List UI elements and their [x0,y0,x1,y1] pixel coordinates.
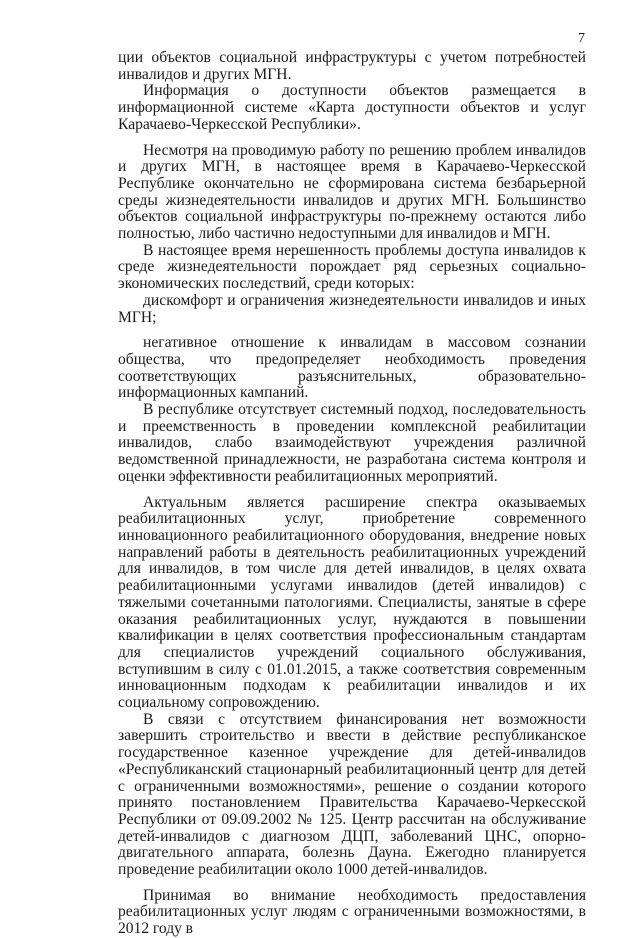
paragraph-rehabilitation-center: В связи с отсутствием финансирования нет возможности завершить строительство и ввести в действие республиканское государственное казенное учреждение для детей-инвалидов «Республиканский стационарный реабилитационный центр для детей с ограниченными возможностями», решение о создании которого принято постановлением Правительства Карачаево-Черкесской Республики от 09.09.2002 № 125. Центр рассчитан на обслуживание детей-инвалидов с диагнозом ДЦП, заболеваний ЦНС, опорно-двигательного аппарата, болезнь Дауна. Ежегодно планируется проведение реабилитации около 1000 детей-инвалидов. [118,710,586,879]
paragraph-consequences-intro: В настоящее время нерешенность проблемы доступа инвалидов к среде жизнедеятельности порождает ряд серьезных социально-экономических последствий, среди которых: [118,241,586,293]
list-item-negative-attitude: негативное отношение к инвалидам в массовом сознании общества, что предопределяет необходимость проведения соответствующих разъяснительных, образовательно-информационных кампаний. [118,334,586,402]
list-item-discomfort: дискомфорт и ограничения жизнедеятельности инвалидов и иных МГН; [118,291,586,326]
paragraph-systemic-approach: В республике отсутствует системный подход, последовательность и преемственность в проведении комплексной реабилитации инвалидов, слабо взаимодействуют учреждения различной ведомственной принадлежности, не разработана система контроля и оценки эффективности реабилитационных мероприятий. [118,401,586,485]
paragraph-rehabilitation-services: Актуальным является расширение спектра оказываемых реабилитационных услуг, приобретение современного инновационного реабилитационного оборудования, внедрение новых направлений работы в деятельность реабилитационных учреждений для инвалидов, в том числе для детей инвалидов, в целях охвата реабилитационными услугами инвалидов (детей инвалидов) с тяжелыми сочетанными патологиями. Специалисты, занятые в сфере оказания реабилитационных услуг, нуждаются в повышении квалификации в целях соответствия профессиональным стандартам для специалистов учреждений социального обслуживания, вступившим в силу с 01.01.2015, а также соответствия современным инновационным подходам к реабилитации инвалидов и их социальному сопровождению. [118,493,586,712]
paragraph-barrier-free-environment: Несмотря на проводимую работу по решению проблем инвалидов и других МГН, в настоящее время в Карачаево-Черкесской Республике окончательно не сформирована система безбарьерной среды жизнедеятельности инвалидов и других МГН. Большинство объектов социальной инфраструктуры по-прежнему остаются либо полностью, либо частично недоступными для инвалидов и МГН. [118,141,586,243]
paragraph-accessibility-map: Информация о доступности объектов размещается в информационной системе «Карта доступности объектов и услуг Карачаево-Черкесской Республики». [118,82,586,133]
page-number: 7 [578,31,585,46]
paragraph-continued: Принимая во внимание необходимость предоставления реабилитационных услуг людям с ограниченными возможностями, в 2012 году в [118,886,586,938]
document-body [118,50,586,938]
paragraph-continuation: ции объектов социальной инфраструктуры с учетом потребностей инвалидов и других МГН. [118,49,586,83]
